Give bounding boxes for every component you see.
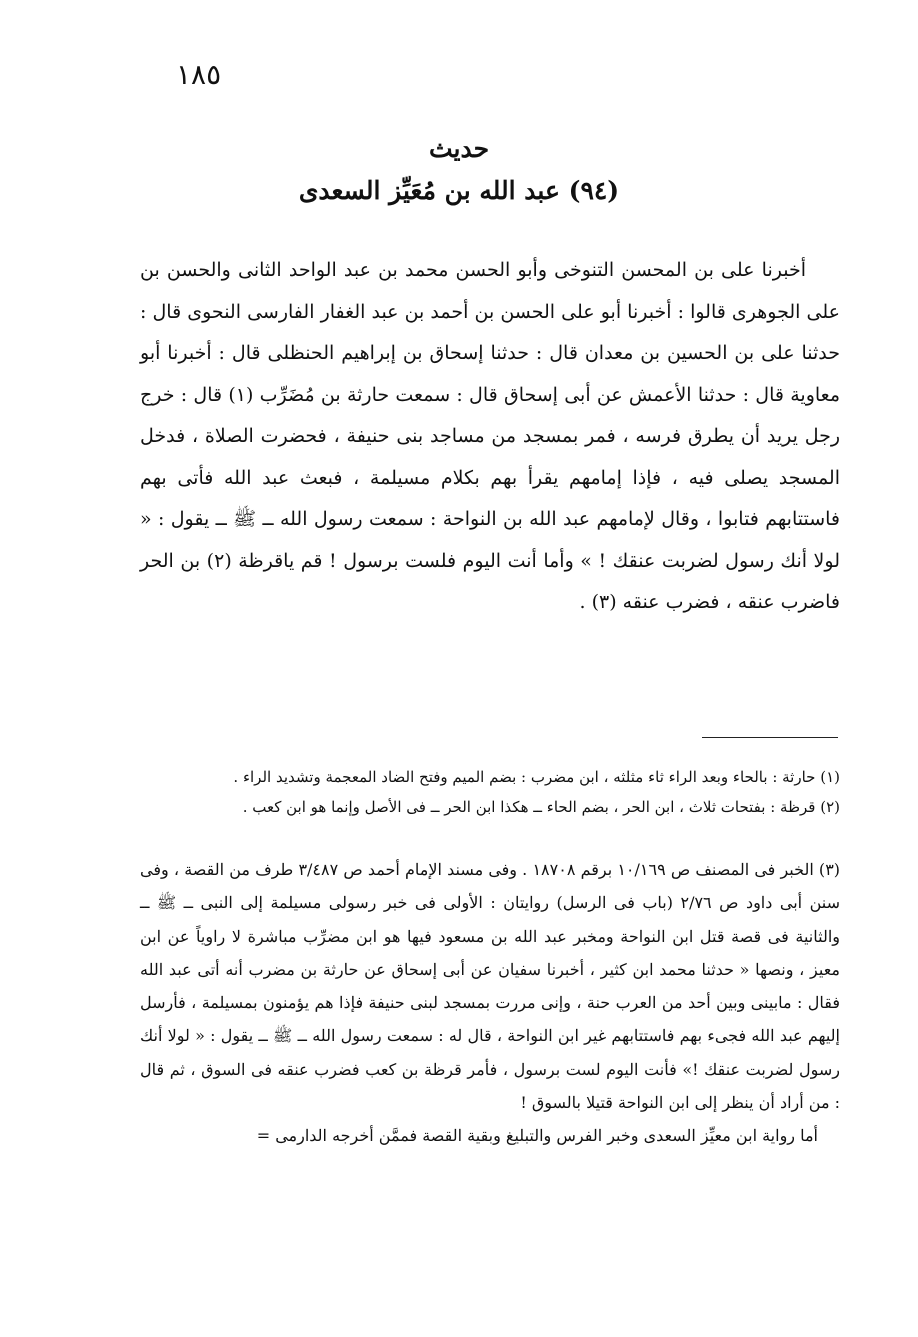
- footnotes: [140, 762, 840, 822]
- main-text: [140, 250, 840, 624]
- hadith-title: (٩٤) عبد الله بن مُعَيِّز السعدى: [298, 176, 620, 205]
- main-paragraph: أخبرنا على بن المحسن التنوخى وأبو الحسن محمد بن عبد الواحد الثانى والحسن بن على الجوهرى قالوا : أخبرنا أبو على الحسن بن أحمد بن عبد الغفار الفارسى النحوى قال : حدثنا على بن الحسين بن معدان قال : حدثنا إسحاق بن إبراهيم الحنظلى قال : أخبرنا أبو معاوية قال : حدثنا الأعمش عن أبى إسحاق قال : سمعت حارثة بن مُضَرِّب (١) قال : خرج رجل يريد أن يطرق فرسه ، فمر بمسجد من مساجد بنى حنيفة ، فحضرت الصلاة ، فدخل المسجد يصلى فيه ، فإذا إمامهم يقرأ بهم بكلام مسيلمة ، فبعث عبد الله فأتى بهم فاستتابهم فتابوا ، وقال لإمامهم عبد الله بن النواحة : سمعت رسول الله ــ ﷺ ــ يقول : « لولا أنك رسول لضربت عنقك ! » وأما أنت اليوم فلست برسول ! قم ياقرظة (٢) بن الحر فاضرب عنقه ، فضرب عنقه (٣) .: [140, 259, 840, 613]
- footnote-3-continuation: أما رواية ابن معيِّز السعدى وخبر الفرس والتبليغ وبقية القصة فممَّن أخرجه الدارمى =: [256, 1126, 818, 1146]
- page-number: ١٨٥: [176, 58, 222, 91]
- footnote-3-text: (٣) الخبر فى المصنف ص ١٠/١٦٩ برقم ١٨٧٠٨ . وفى مسند الإمام أحمد ص ٣/٤٨٧ طرف من القصة ، وفى سنن أبى داود ص ٢/٧٦ (باب فى الرسل) روايتان : الأولى فى خبر رسولى مسيلمة إلى النبى ــ ﷺ ــ والثانية فى قصة قتل ابن النواحة ومخبر عبد الله بن مسعود فيها هو ابن مضرِّب مباشرة لا راوياً عن ابن معيز ، ونصها « حدثنا محمد ابن كثير ، أخبرنا سفيان عن أبى إسحاق عن حارثة بن مضرب أنه أتى عبد الله فقال : مابينى وبين أحد من العرب حنة ، وإنى مررت بمسجد لبنى حنيفة فإذا هم يؤمنون بمسيلمة ، فأرسل إليهم عبد الله فجىء بهم فاستتابهم غير ابن النواحة ، قال له : سمعت رسول الله ــ ﷺ ــ يقول : « لولا أنك رسول لضربت عنقك !» فأنت اليوم لست برسول ، فأمر قرظة بن كعب فضرب عنقه فى السوق ، ثم قال : من أراد أن ينظر إلى ابن النواحة قتيلا بالسوق !: [140, 860, 841, 1113]
- footnote-2: (٢) قرظة : بفتحات ثلاث ، ابن الحر ، بضم الحاء ــ هكذا ابن الحر ــ فى الأصل وإنما هو ابن كعب .: [242, 798, 840, 816]
- section-heading: حديث: [428, 134, 490, 163]
- footnote-3: [140, 853, 840, 1153]
- footnote-1: (١) حارثة : بالحاء وبعد الراء ثاء مثلثه ، ابن مضرب : بضم الميم وفتح الضاد المعجمة وتشديد الراء .: [233, 768, 840, 786]
- footnote-divider: [702, 737, 838, 738]
